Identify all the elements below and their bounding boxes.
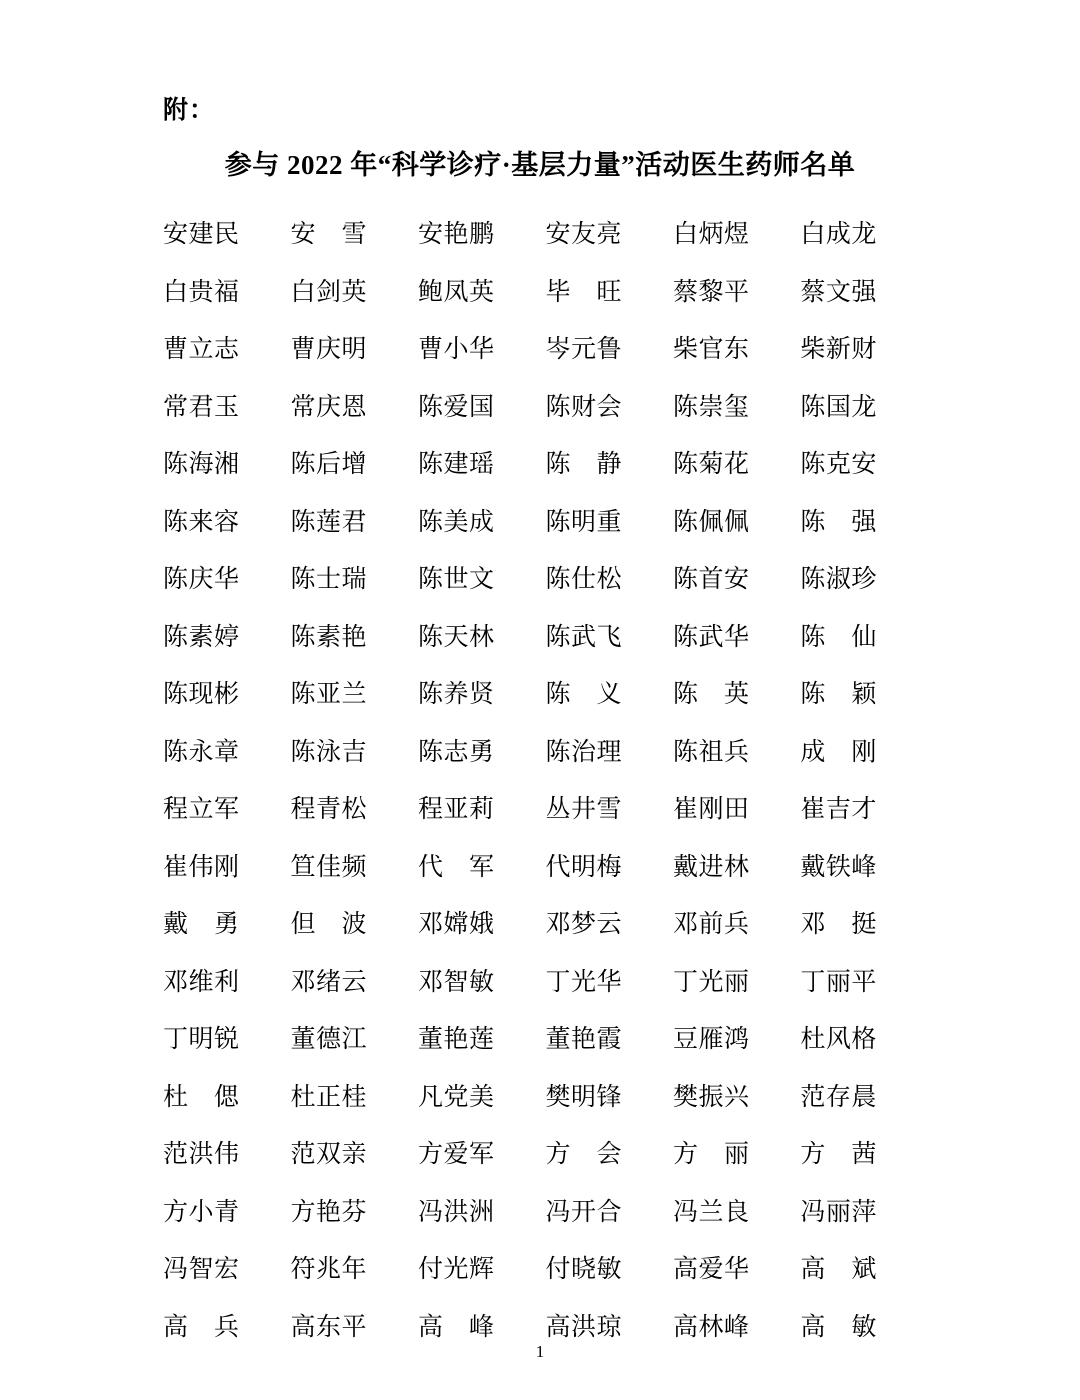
- name-cell: 蔡文强: [800, 278, 877, 306]
- name-cell: 陈后增: [290, 451, 367, 478]
- name-cell: 白炳煜: [672, 221, 750, 248]
- name-cell: 邓梦云: [545, 911, 622, 938]
- name-cell: 陈莲君: [290, 508, 367, 536]
- name-grid: [163, 218, 877, 1368]
- name-cell: 陈美成: [417, 508, 495, 536]
- name-cell: 陈国龙: [800, 393, 877, 421]
- name-cell: 陈庆华: [163, 566, 240, 593]
- name-cell: 戴进林: [672, 853, 750, 881]
- name-cell: 方爱军: [417, 1141, 495, 1168]
- name-row: [163, 851, 877, 909]
- name-cell: 邓智敏: [417, 968, 495, 996]
- name-cell: 方 会: [545, 1141, 622, 1168]
- name-row: [163, 1253, 877, 1311]
- name-cell: 安 雪: [290, 221, 367, 248]
- name-row: [163, 736, 877, 794]
- name-cell: 但 波: [290, 911, 367, 938]
- name-cell: 董艳莲: [417, 1026, 495, 1053]
- name-row: [163, 1081, 877, 1139]
- name-cell: 丁光华: [545, 968, 622, 996]
- name-cell: 邓嫦娥: [417, 911, 495, 938]
- name-cell: 陈建瑶: [417, 451, 495, 478]
- name-cell: 丁光丽: [672, 968, 750, 996]
- name-cell: 陈海湘: [163, 451, 240, 478]
- name-cell: 陈治理: [545, 738, 622, 766]
- name-cell: 陈素婷: [163, 623, 240, 651]
- name-cell: 安艳鹏: [417, 221, 495, 248]
- name-cell: 方艳芬: [290, 1198, 367, 1226]
- name-cell: 丁明锐: [163, 1026, 240, 1053]
- name-cell: 程青松: [290, 796, 367, 823]
- name-cell: 曹小华: [417, 336, 495, 363]
- name-cell: 杜 偲: [163, 1083, 240, 1111]
- name-cell: 邓前兵: [672, 911, 750, 938]
- name-cell: 笪佳频: [290, 853, 367, 881]
- name-cell: 陈 强: [800, 508, 877, 536]
- name-cell: 陈现彬: [163, 681, 240, 708]
- name-cell: 曹立志: [163, 336, 240, 363]
- name-cell: 常庆恩: [290, 393, 367, 421]
- name-cell: 樊振兴: [672, 1083, 750, 1111]
- name-row: [163, 793, 877, 851]
- name-cell: 丛井雪: [545, 796, 622, 823]
- name-cell: 白剑英: [290, 278, 367, 306]
- name-cell: 杜风格: [800, 1026, 877, 1053]
- name-cell: 崔刚田: [672, 796, 750, 823]
- name-cell: 陈素艳: [290, 623, 367, 651]
- name-row: [163, 218, 877, 276]
- name-cell: 安建民: [163, 221, 240, 248]
- name-row: [163, 1196, 877, 1254]
- name-cell: 凡党美: [417, 1083, 495, 1111]
- name-cell: 邓维利: [163, 968, 240, 996]
- name-cell: 陈 仙: [800, 623, 877, 651]
- name-cell: 杜正桂: [290, 1083, 367, 1111]
- name-cell: 樊明锋: [545, 1083, 622, 1111]
- name-cell: 付晓敏: [545, 1256, 622, 1283]
- name-cell: 曹庆明: [290, 336, 367, 363]
- name-cell: 高 敏: [800, 1313, 877, 1341]
- page-number: 1: [535, 1342, 545, 1361]
- name-cell: 高洪琼: [545, 1313, 622, 1341]
- attachment-label: 附：: [163, 97, 216, 124]
- name-cell: 柴官东: [672, 336, 750, 363]
- name-cell: 程亚莉: [417, 796, 495, 823]
- name-cell: 陈士瑞: [290, 566, 367, 593]
- name-cell: 陈武飞: [545, 623, 622, 651]
- name-cell: 戴 勇: [163, 911, 240, 938]
- name-cell: 董德江: [290, 1026, 367, 1053]
- name-row: [163, 1023, 877, 1081]
- name-cell: 付光辉: [417, 1256, 495, 1283]
- name-row: [163, 1138, 877, 1196]
- name-cell: 范存晨: [800, 1083, 877, 1111]
- name-cell: 白成龙: [800, 221, 877, 248]
- name-cell: 冯开合: [545, 1198, 622, 1226]
- name-cell: 崔吉才: [800, 796, 877, 823]
- name-cell: 豆雁鸿: [672, 1026, 750, 1053]
- name-cell: 冯洪洲: [417, 1198, 495, 1226]
- name-cell: 高 峰: [417, 1313, 495, 1341]
- name-cell: 陈来容: [163, 508, 240, 536]
- name-cell: 高 兵: [163, 1313, 240, 1341]
- name-cell: 程立军: [163, 796, 240, 823]
- name-cell: 陈 英: [672, 681, 750, 708]
- name-cell: 陈 义: [545, 681, 622, 708]
- name-cell: 高东平: [290, 1313, 367, 1341]
- name-cell: 蔡黎平: [672, 278, 750, 306]
- name-cell: 方 茜: [800, 1141, 877, 1168]
- name-cell: 白贵福: [163, 278, 240, 306]
- name-cell: 陈世文: [417, 566, 495, 593]
- name-cell: 陈养贤: [417, 681, 495, 708]
- name-cell: 毕 旺: [545, 278, 622, 306]
- name-cell: 陈仕松: [545, 566, 622, 593]
- name-cell: 高林峰: [672, 1313, 750, 1341]
- name-row: [163, 333, 877, 391]
- name-cell: 方小青: [163, 1198, 240, 1226]
- name-cell: 陈武华: [672, 623, 750, 651]
- name-cell: 陈 颖: [800, 681, 877, 708]
- name-cell: 高 斌: [800, 1256, 877, 1283]
- name-cell: 邓绪云: [290, 968, 367, 996]
- name-cell: 陈财会: [545, 393, 622, 421]
- name-cell: 范双亲: [290, 1141, 367, 1168]
- name-row: [163, 966, 877, 1024]
- name-cell: 陈淑珍: [800, 566, 877, 593]
- name-cell: 陈志勇: [417, 738, 495, 766]
- name-cell: 代 军: [417, 853, 495, 881]
- name-cell: 陈明重: [545, 508, 622, 536]
- name-row: [163, 276, 877, 334]
- name-row: [163, 506, 877, 564]
- name-cell: 常君玉: [163, 393, 240, 421]
- name-cell: 董艳霞: [545, 1026, 622, 1053]
- name-cell: 陈祖兵: [672, 738, 750, 766]
- name-cell: 陈崇玺: [672, 393, 750, 421]
- name-cell: 陈永章: [163, 738, 240, 766]
- name-cell: 丁丽平: [800, 968, 877, 996]
- name-row: [163, 391, 877, 449]
- name-cell: 鲍凤英: [417, 278, 495, 306]
- name-cell: 岑元鲁: [545, 336, 622, 363]
- name-cell: 崔伟刚: [163, 853, 240, 881]
- name-cell: 陈克安: [800, 451, 877, 478]
- name-cell: 陈亚兰: [290, 681, 367, 708]
- name-row: [163, 908, 877, 966]
- name-cell: 陈爱国: [417, 393, 495, 421]
- name-cell: 陈泳吉: [290, 738, 367, 766]
- name-cell: 成 刚: [800, 738, 877, 766]
- name-cell: 陈 静: [545, 451, 622, 478]
- name-cell: 高爱华: [672, 1256, 750, 1283]
- name-cell: 陈天林: [417, 623, 495, 651]
- name-cell: 范洪伟: [163, 1141, 240, 1168]
- name-cell: 冯智宏: [163, 1256, 240, 1283]
- name-row: [163, 448, 877, 506]
- name-cell: 符兆年: [290, 1256, 367, 1283]
- page-title: 参与 2022 年“科学诊疗·基层力量”活动医生药师名单: [224, 150, 856, 180]
- name-cell: 方 丽: [672, 1141, 750, 1168]
- name-cell: 戴铁峰: [800, 853, 877, 881]
- name-cell: 陈首安: [672, 566, 750, 593]
- name-cell: 安友亮: [545, 221, 622, 248]
- name-row: [163, 621, 877, 679]
- name-cell: 陈佩佩: [672, 508, 750, 536]
- name-row: [163, 678, 877, 736]
- name-cell: 柴新财: [800, 336, 877, 363]
- name-cell: 代明梅: [545, 853, 622, 881]
- name-cell: 陈菊花: [672, 451, 750, 478]
- name-cell: 冯丽萍: [800, 1198, 877, 1226]
- name-cell: 邓 挺: [800, 911, 877, 938]
- name-cell: 冯兰良: [672, 1198, 750, 1226]
- name-row: [163, 563, 877, 621]
